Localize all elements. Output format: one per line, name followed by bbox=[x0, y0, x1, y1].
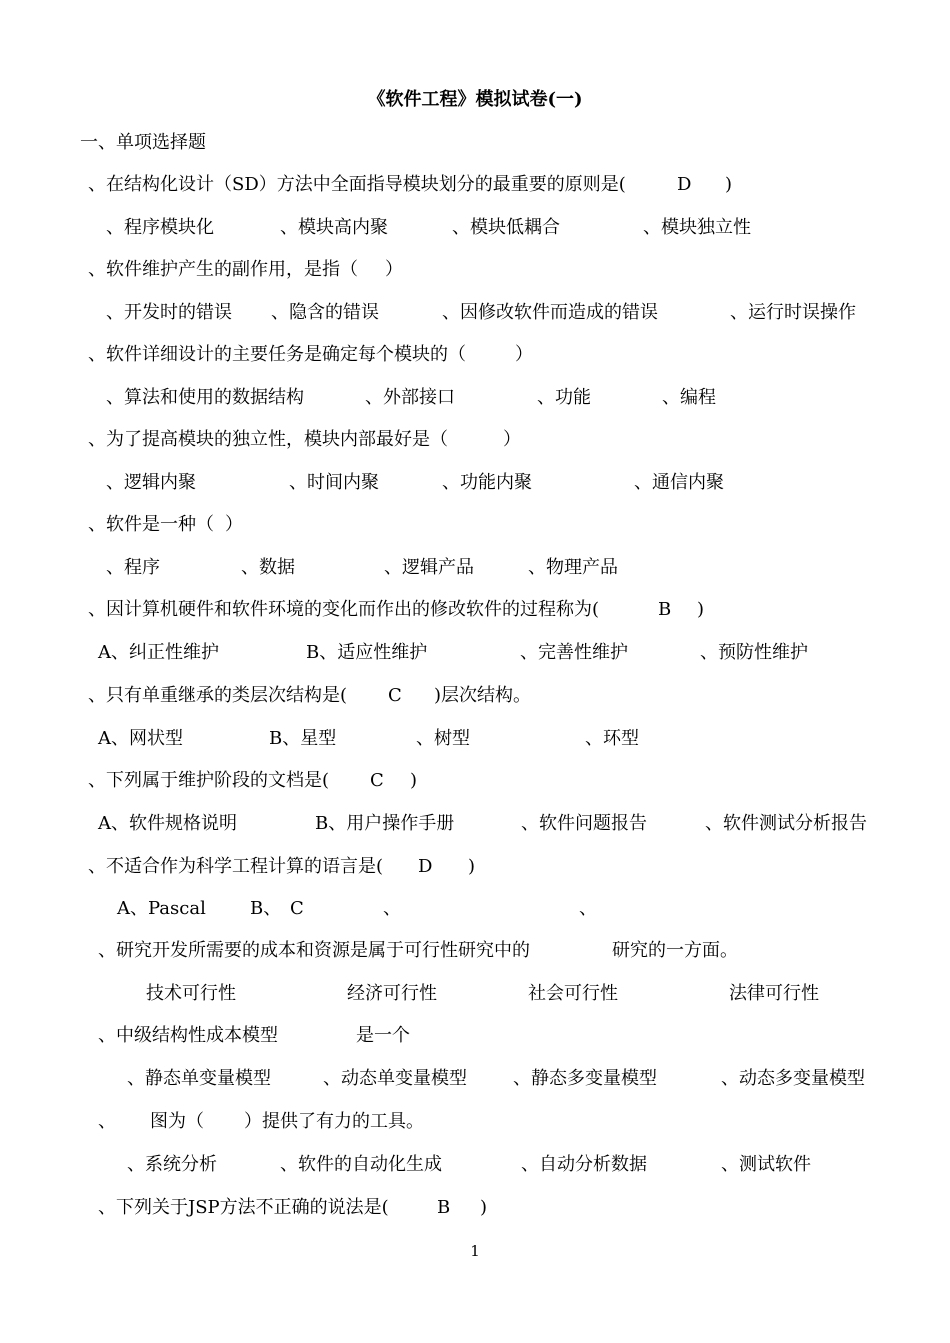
options-6-seg-4: 、预防性维护 bbox=[700, 642, 808, 663]
question-8-seg-2: C bbox=[370, 770, 384, 791]
options-6-seg-3: 、完善性维护 bbox=[520, 642, 628, 663]
question-4-seg-1: 、为了提高模块的独立性，模块内部最好是（ bbox=[88, 429, 448, 450]
question-5-seg-2: ） bbox=[225, 514, 243, 535]
options-11-seg-3: 、静态多变量模型 bbox=[513, 1068, 657, 1089]
question-2 bbox=[0, 255, 950, 285]
options-6-seg-2: B、适应性维护 bbox=[306, 642, 428, 663]
question-9 bbox=[0, 852, 950, 882]
question-5-seg-1: 、软件是一种（ bbox=[88, 514, 214, 535]
options-2-seg-2: 、隐含的错误 bbox=[271, 302, 379, 323]
question-12-seg-3: ）提供了有力的工具。 bbox=[244, 1111, 424, 1132]
question-10-seg-1: 、研究开发所需要的成本和资源是属于可行性研究中的 bbox=[98, 940, 530, 961]
options-12-seg-4: 、测试软件 bbox=[721, 1154, 811, 1175]
document-title: 《软件工程》模拟试卷(一) bbox=[367, 89, 583, 110]
options-4-seg-2: 、时间内聚 bbox=[289, 472, 379, 493]
options-8 bbox=[0, 809, 950, 839]
question-11 bbox=[0, 1021, 950, 1051]
question-10-seg-2: 研究的一方面。 bbox=[612, 940, 738, 961]
options-2 bbox=[0, 298, 950, 328]
options-5-seg-4: 、物理产品 bbox=[528, 557, 618, 578]
question-9-seg-2: D bbox=[418, 856, 433, 877]
options-10-seg-3: 社会可行性 bbox=[528, 983, 618, 1004]
options-2-seg-4: 、运行时误操作 bbox=[730, 302, 856, 323]
options-11-seg-4: 、动态多变量模型 bbox=[721, 1068, 865, 1089]
options-7 bbox=[0, 724, 950, 754]
options-2-seg-3: 、因修改软件而造成的错误 bbox=[442, 302, 658, 323]
options-4-seg-3: 、功能内聚 bbox=[442, 472, 532, 493]
question-2-seg-1: 、软件维护产生的副作用，是指（ bbox=[88, 259, 358, 280]
question-1 bbox=[0, 170, 950, 200]
question-2-seg-2: ） bbox=[385, 259, 403, 280]
options-1-seg-2: 、模块高内聚 bbox=[280, 217, 388, 238]
options-5-seg-2: 、数据 bbox=[241, 557, 295, 578]
question-6 bbox=[0, 595, 950, 625]
question-6-seg-2: B bbox=[658, 599, 672, 620]
question-8-seg-3: ) bbox=[410, 770, 418, 791]
question-11-seg-1: 、中级结构性成本模型 bbox=[98, 1025, 278, 1046]
question-7-seg-2: C bbox=[388, 685, 402, 706]
options-11-seg-1: 、静态单变量模型 bbox=[127, 1068, 271, 1089]
question-3-seg-1: 、软件详细设计的主要任务是确定每个模块的（ bbox=[88, 344, 466, 365]
options-3-seg-2: 、外部接口 bbox=[365, 387, 455, 408]
options-10-seg-4: 法律可行性 bbox=[729, 983, 819, 1004]
question-9-seg-1: 、不适合作为科学工程计算的语言是( bbox=[88, 856, 384, 877]
options-1-seg-4: 、模块独立性 bbox=[643, 217, 751, 238]
question-4 bbox=[0, 425, 950, 455]
question-13-seg-1: 、下列关于JSP方法不正确的说法是( bbox=[98, 1197, 389, 1218]
options-3-seg-1: 、算法和使用的数据结构 bbox=[106, 387, 304, 408]
options-3-seg-3: 、功能 bbox=[537, 387, 591, 408]
question-11-seg-2: 是一个 bbox=[356, 1025, 410, 1046]
question-1-seg-3: ) bbox=[725, 174, 733, 195]
options-7-seg-2: B、星型 bbox=[269, 728, 337, 749]
options-1 bbox=[0, 213, 950, 243]
options-5-seg-3: 、逻辑产品 bbox=[384, 557, 474, 578]
options-8-seg-2: B、用户操作手册 bbox=[315, 813, 455, 834]
options-8-seg-3: 、软件问题报告 bbox=[521, 813, 647, 834]
options-5-seg-1: 、程序 bbox=[106, 557, 160, 578]
options-9-seg-5: 、 bbox=[579, 898, 597, 919]
question-6-seg-1: 、因计算机硬件和软件环境的变化而作出的修改软件的过程称为( bbox=[88, 599, 600, 620]
options-2-seg-1: 、开发时的错误 bbox=[106, 302, 232, 323]
options-4 bbox=[0, 468, 950, 498]
options-10-seg-2: 经济可行性 bbox=[347, 983, 437, 1004]
options-12-seg-2: 、软件的自动化生成 bbox=[280, 1154, 442, 1175]
options-10-seg-1: 技术可行性 bbox=[146, 983, 236, 1004]
question-1-seg-1: 、在结构化设计（SD）方法中全面指导模块划分的最重要的原则是( bbox=[88, 174, 626, 195]
options-9-seg-1: A、Pascal bbox=[117, 898, 206, 919]
options-7-seg-3: 、树型 bbox=[416, 728, 470, 749]
question-12-seg-2: 图为（ bbox=[150, 1111, 204, 1132]
document-title-line bbox=[0, 85, 950, 115]
options-11 bbox=[0, 1064, 950, 1094]
question-7-seg-1: 、只有单重继承的类层次结构是( bbox=[88, 685, 348, 706]
page-number-line bbox=[0, 1236, 950, 1266]
options-12-seg-3: 、自动分析数据 bbox=[521, 1154, 647, 1175]
question-13-seg-3: ) bbox=[480, 1197, 488, 1218]
options-12 bbox=[0, 1150, 950, 1180]
section-heading: 一、单项选择题 bbox=[80, 132, 206, 153]
question-13 bbox=[0, 1193, 950, 1223]
options-4-seg-4: 、通信内聚 bbox=[634, 472, 724, 493]
options-8-seg-4: 、软件测试分析报告 bbox=[705, 813, 867, 834]
page-number: 1 bbox=[470, 1242, 480, 1260]
options-12-seg-1: 、系统分析 bbox=[127, 1154, 217, 1175]
options-9-seg-3: C bbox=[290, 898, 304, 919]
options-6-seg-1: A、纠正性维护 bbox=[98, 642, 219, 663]
question-6-seg-3: ) bbox=[697, 599, 705, 620]
question-5 bbox=[0, 510, 950, 540]
question-9-seg-3: ) bbox=[468, 856, 476, 877]
question-7 bbox=[0, 681, 950, 711]
options-9-seg-4: 、 bbox=[383, 898, 401, 919]
options-4-seg-1: 、逻辑内聚 bbox=[106, 472, 196, 493]
options-8-seg-1: A、软件规格说明 bbox=[98, 813, 237, 834]
section-heading-line bbox=[0, 128, 950, 158]
options-3 bbox=[0, 383, 950, 413]
question-7-seg-3: )层次结构。 bbox=[434, 685, 532, 706]
question-1-seg-2: D bbox=[677, 174, 692, 195]
question-3 bbox=[0, 340, 950, 370]
options-3-seg-4: 、编程 bbox=[662, 387, 716, 408]
options-10 bbox=[0, 979, 950, 1009]
question-12-seg-1: 、 bbox=[98, 1111, 116, 1132]
options-11-seg-2: 、动态单变量模型 bbox=[323, 1068, 467, 1089]
question-10 bbox=[0, 936, 950, 966]
options-5 bbox=[0, 553, 950, 583]
options-1-seg-3: 、模块低耦合 bbox=[452, 217, 560, 238]
question-4-seg-2: ） bbox=[503, 429, 521, 450]
options-6 bbox=[0, 638, 950, 668]
question-8-seg-1: 、下列属于维护阶段的文档是( bbox=[88, 770, 330, 791]
question-13-seg-2: B bbox=[437, 1197, 451, 1218]
options-1-seg-1: 、程序模块化 bbox=[106, 217, 214, 238]
options-9-seg-2: B、 bbox=[250, 898, 282, 919]
options-7-seg-4: 、环型 bbox=[585, 728, 639, 749]
options-7-seg-1: A、网状型 bbox=[98, 728, 183, 749]
question-8 bbox=[0, 766, 950, 796]
question-12 bbox=[0, 1107, 950, 1137]
question-3-seg-2: ） bbox=[515, 344, 533, 365]
options-9 bbox=[0, 894, 950, 924]
